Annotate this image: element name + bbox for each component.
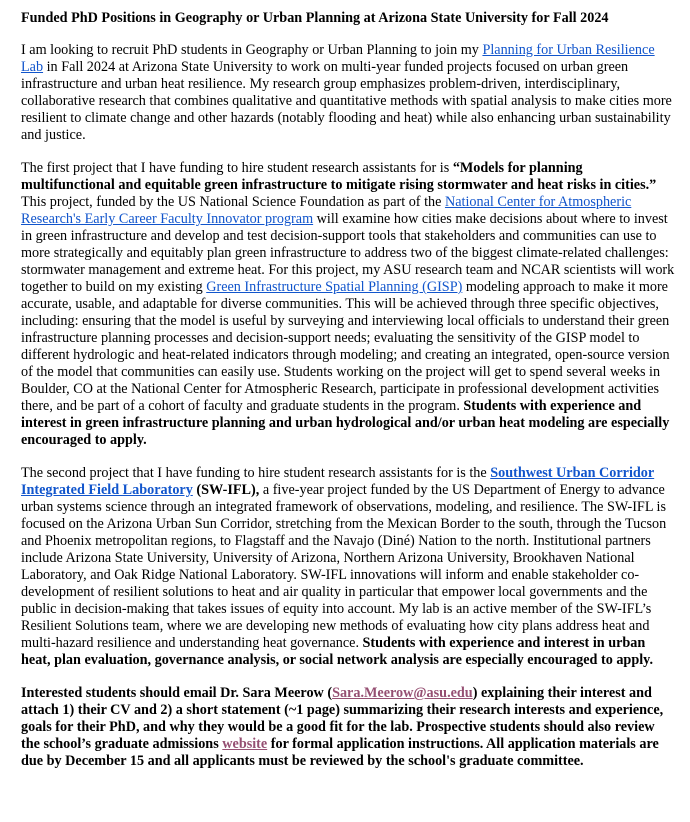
application-text-2: ) explaining their interest and attach 1) their CV and 2) a short statement (~1 page) summarizing their research interests and experience, goals for their PhD, and why they would be a good fit for the lab. Prospective students should also review the school’s graduate admissions: [21, 685, 664, 752]
application-text-3: for formal application instructions. All application materials are due by December 15 and all applicants must be reviewed by the school's graduate committee.: [21, 736, 659, 769]
first-project-text-4: modeling approach to make it more accurate, usable, and adaptable for diverse communities. This will be achieved through three specific objectives, including: ensuring that the model is useful by surveying and interviewing local officials to understand their green infrastructure planning processes and decision-support needs; evaluating the sensitivity of the GISP model to different hydrologic and heat-related indicators through modeling; and creating an integrated, open-source version of the model that communities can easily use. Students working on the project will get to spend several weeks in Boulder, CO at the National Center for Atmospheric Research, participate in professional development activities there, and be part of a cohort of faculty and graduate students in the program.: [21, 279, 670, 414]
email-link[interactable]: Sara.Meerow@asu.edu: [332, 685, 473, 701]
second-project-text-2: a five-year project funded by the US Department of Energy to advance urban systems science through an integrated framework of observations, modeling, and resilience. The SW-IFL is focused on the Arizona Urban Sun Corridor, stretching from the Mexican Border to the south, through the Tucson and Phoenix metropolitan regions, to Flagstaff and the Navajo (Diné) Nation to the north. Institutional partners include Arizona State University, University of Arizona, Northern Arizona University, Brookhaven National Laboratory, and Oak Ridge National Laboratory. SW-IFL innovations will inform and enable stakeholder co-development of resilient solutions to heat and air quality in particular that empower local governments and the public in decision-making that takes issues of equity into account. My lab is an active member of the SW-IFL’s Resilient Solutions team, where we are developing new methods of evaluating how city plans address heat and multi-hazard resilience and understanding heat governance.: [21, 482, 667, 651]
first-project-text-3: will examine how cities make decisions about where to invest in green infrastructure and develop and test decision-support tools that stakeholders and communities can use to more strategically and equitably plan green infrastructure to address two of the biggest climate-related challenges: stormwater management and extreme heat. For this project, my ASU research team and NCAR scientists will work together to build on my existing: [21, 211, 675, 295]
first-project-title: “Models for planning multifunctional and equitable green infrastructure to mitigate rising stormwater and heat risks in cities.”: [21, 160, 657, 193]
gisp-link[interactable]: Green Infrastructure Spatial Planning (GISP): [206, 279, 463, 295]
second-project-text-1: The second project that I have funding to hire student research assistants for is the: [21, 465, 491, 481]
intro-text-2: in Fall 2024 at Arizona State University to work on multi-year funded projects focused on urban green infrastructure and urban heat resilience. My research group emphasizes problem-driven, interdisciplinary, collaborative research that combines qualitative and quantitative methods with spatial analysis to make cities more resilient to climate change and other hazards (notably flooding and heat) while also enhancing urban sustainability and justice.: [21, 59, 672, 143]
second-project-paragraph: [21, 465, 676, 669]
second-project-encouragement: Students with experience and interest in urban heat, plan evaluation, governance analysis, or social network analysis are especially encouraged to apply.: [21, 635, 654, 668]
ncar-program-link[interactable]: National Center for Atmospheric Research's Early Career Faculty Innovator program: [21, 194, 632, 227]
application-paragraph: [21, 685, 676, 770]
first-project-text-1: The first project that I have funding to hire student research assistants for is: [21, 160, 453, 176]
admissions-website-link[interactable]: website: [222, 736, 268, 752]
intro-paragraph: [21, 42, 676, 144]
first-project-text-2: This project, funded by the US National Science Foundation as part of the: [21, 194, 445, 210]
first-project-paragraph: [21, 160, 676, 449]
sw-ifl-link[interactable]: Southwest Urban Corridor Integrated Field Laboratory: [21, 465, 655, 498]
sw-ifl-abbrev: (SW-IFL),: [192, 482, 260, 498]
intro-text-1: I am looking to recruit PhD students in Geography or Urban Planning to join my: [21, 42, 483, 58]
first-project-encouragement: Students with experience and interest in green infrastructure planning and urban hydrological and/or urban heat modeling are especially encouraged to apply.: [21, 398, 670, 448]
document-title: Funded PhD Positions in Geography or Urban Planning at Arizona State University for Fall 2024: [21, 10, 609, 26]
application-text-1: Interested students should email Dr. Sara Meerow (: [21, 685, 333, 701]
lab-link[interactable]: Planning for Urban Resilience Lab: [21, 42, 655, 75]
